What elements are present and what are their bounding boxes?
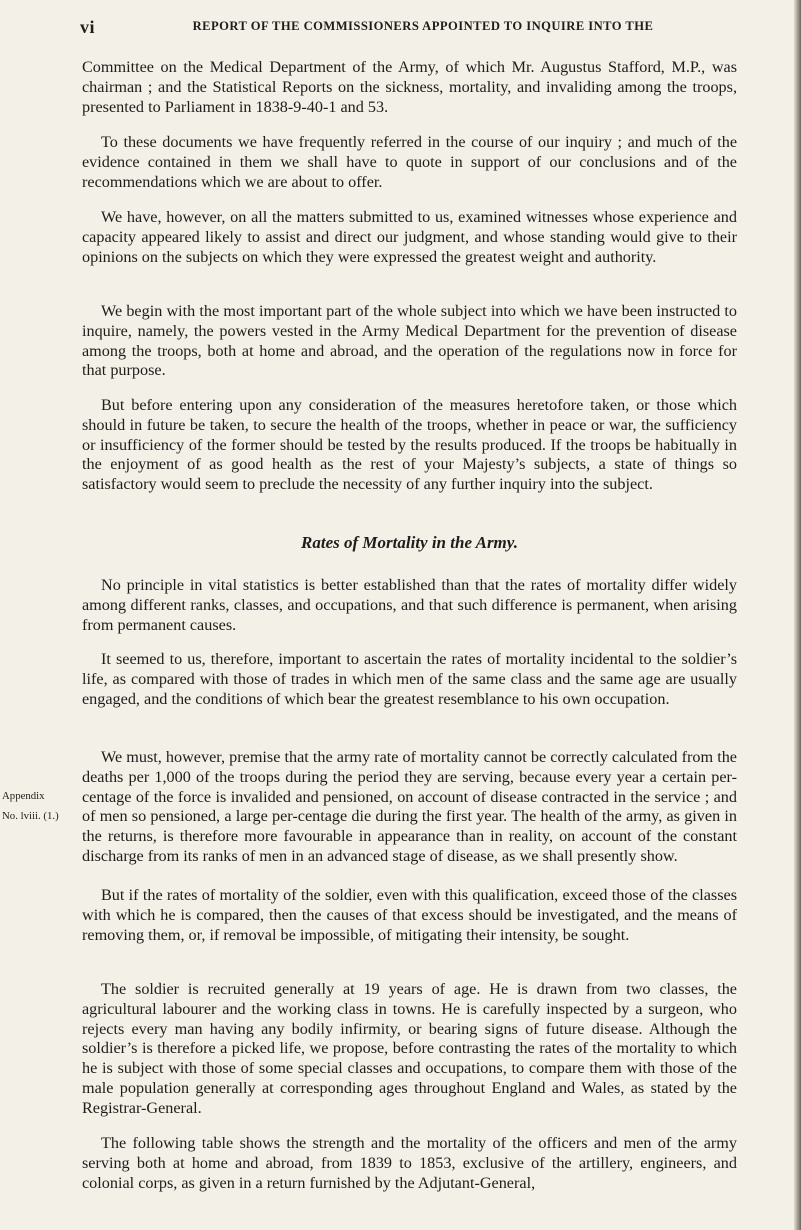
paragraph: The soldier is recruited generally at 19 years of age. He is drawn from two classes, the agricultural labourer and the working class in towns. He is carefully inspected by a surgeon, who rejects every man having any bodily infirmity, or bearing signs of future disease. Although the soldier’s is therefore a picked life, we propose, before contrasting the rates of the mortality to which he is subject with those of some special classes and occupations, to compare them with those of the male population generally at corresponding ages throughout England and Wales, as stated by the Registrar-General. — [82, 980, 737, 1117]
paragraph: The following table shows the strength and the mortality of the officers and men of the army serving both at home and abroad, from 1839 to 1853, exclusive of the artillery, engineers, and colonial corps, as given in a return furnished by the Adjutant-General, — [82, 1134, 737, 1192]
page-header — [80, 17, 730, 37]
section-title: Rates of Mortality in the Army. — [301, 533, 518, 552]
paragraph: We have, however, on all the matters submitted to us, examined witnesses whose experience and capacity appeared likely to assist and direct our judgment, and whose standing would give to their opinions on the subjects on which they were expressed the greatest weight and authority. — [82, 208, 737, 266]
margin-note — [2, 787, 74, 827]
paragraph: We must, however, premise that the army rate of mortality cannot be correctly calculated from the deaths per 1,000 of the troops during the period they are serving, because every year a certain per-centage of the force is invalided and pensioned, on account of disease contracted in the service ; and of men so pensioned, a large per-centage die during the first year. The health of the army, as given in the returns, is therefore more favourable in appearance than in reality, on account of the constant discharge from its ranks of men in an advanced stage of disease, as we shall presently show. — [82, 748, 737, 865]
paragraph-continuation: Committee on the Medical Department of the Army, of which Mr. Augustus Stafford, M.P., was chairman ; and the Statistical Reports on the sickness, mortality, and invaliding among the troops, presented to Parliament in 1838-9-40-1 and 53. — [82, 58, 737, 116]
paragraph: But before entering upon any consideration of the measures heretofore taken, or those which should in future be taken, to secure the health of the troops, whether in peace or war, the sufficiency or insufficiency of the former should be tested by the results produced. If the troops be habitually in the enjoyment of as good health as the rest of your Majesty’s subjects, a state of things so satisfactory would seem to preclude the necessity of any further inquiry into the subject. — [82, 396, 737, 494]
page-number: vi — [80, 17, 96, 37]
running-head: REPORT OF THE COMMISSIONERS APPOINTED TO INQUIRE INTO THE — [192, 19, 654, 33]
paragraph: But if the rates of mortality of the soldier, even with this qualification, exceed those of the classes with which he is compared, then the causes of that excess should be investigated, and the means of removing them, or, if removal be impossible, of mitigating their intensity, be sought. — [82, 886, 737, 944]
margin-note-line: Appendix — [2, 790, 45, 802]
paragraph: It seemed to us, therefore, important to ascertain the rates of mortality incidental to the soldier’s life, as compared with those of trades in which men of the same class and the same age are usually engaged, and the conditions of which bear the greatest resemblance to his own occupation. — [82, 650, 737, 708]
page-edge-shadow — [794, 0, 801, 1230]
paragraph: No principle in vital statistics is better established than that the rates of mortality differ widely among different ranks, classes, and occupations, and that such difference is permanent, when arising from permanent causes. — [82, 576, 737, 634]
paragraph: We begin with the most important part of the whole subject into which we have been instructed to inquire, namely, the powers vested in the Army Medical Department for the prevention of disease among the troops, both at home and abroad, and the operation of the regulations now in force for that purpose. — [82, 302, 737, 380]
paragraph: To these documents we have frequently referred in the course of our inquiry ; and much of the evidence contained in them we shall have to quote in support of our conclusions and of the recommendations which we are about to offer. — [82, 133, 737, 191]
margin-note-line: No. lviii. (1.) — [2, 809, 59, 822]
